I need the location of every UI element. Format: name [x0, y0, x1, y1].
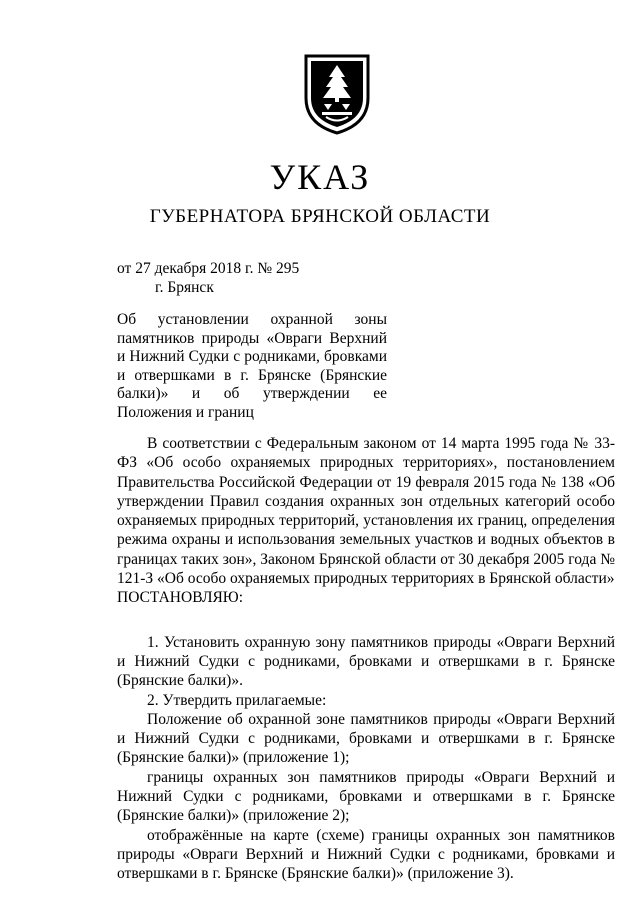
- document-title: УКАЗ: [269, 157, 371, 197]
- item-2-map: отображённые на карте (схеме) границы охранных зон памятников природы «Овраги Верхний и Нижний Судки с родниками, бровками и отвершками в г. Брянске (Брянские балки)» (приложение 3).: [117, 826, 615, 883]
- date-number-line: от 27 декабря 2018 г. № 295: [117, 260, 300, 277]
- city-line: г. Брянск: [155, 279, 214, 296]
- decree-body: [117, 434, 615, 884]
- decree-subject: Об установлении охранной зоны памятников природы «Овраги Верхний и Нижний Судки с родниками, бровками и отвершками в г. Брянске (Брянские балки)» и об утверждении ее Положения и границ: [117, 311, 387, 421]
- item-2-borders: границы охранных зон памятников природы «Овраги Верхний и Нижний Судки с родниками, бровками и отвершками в г. Брянске (Брянские балки)» (приложение 2);: [117, 768, 615, 825]
- issuer-title: ГУБЕРНАТОРА БРЯНСКОЙ ОБЛАСТИ: [149, 206, 491, 227]
- coat-of-arms-icon: [302, 52, 372, 136]
- decree-word: ПОСТАНОВЛЯЮ:: [117, 589, 244, 607]
- preamble-paragraph: В соответствии с Федеральным законом от 14 марта 1995 года № 33-ФЗ «Об особо охраняемых природных территориях», постановлением Правительства Российской Федерации от 19 февраля 2015 года № 138 «Об утверждении Правил создания охранных зон отдельных категорий особо охраняемых природных территорий, установления их границ, определения режима охраны и использования земельных участков и водных объектов в границах таких зон», Законом Брянской области от 30 декабря 2005 года № 121-З «Об особо охраняемых природных территориях в Брянской области»: [117, 435, 615, 588]
- item-1: 1. Установить охранную зону памятников природы «Овраги Верхний и Нижний Судки с родниками, бровками и отвершками в г. Брянске (Брянские балки)».: [117, 633, 615, 690]
- item-2-position: Положение об охранной зоне памятников природы «Овраги Верхний и Нижний Судки с родниками, бровками и отвершками в г. Брянске (Брянские балки)» (приложение 1);: [117, 710, 615, 767]
- item-2: 2. Утвердить прилагаемые:: [147, 691, 327, 709]
- paragraph-spacer: [117, 608, 615, 633]
